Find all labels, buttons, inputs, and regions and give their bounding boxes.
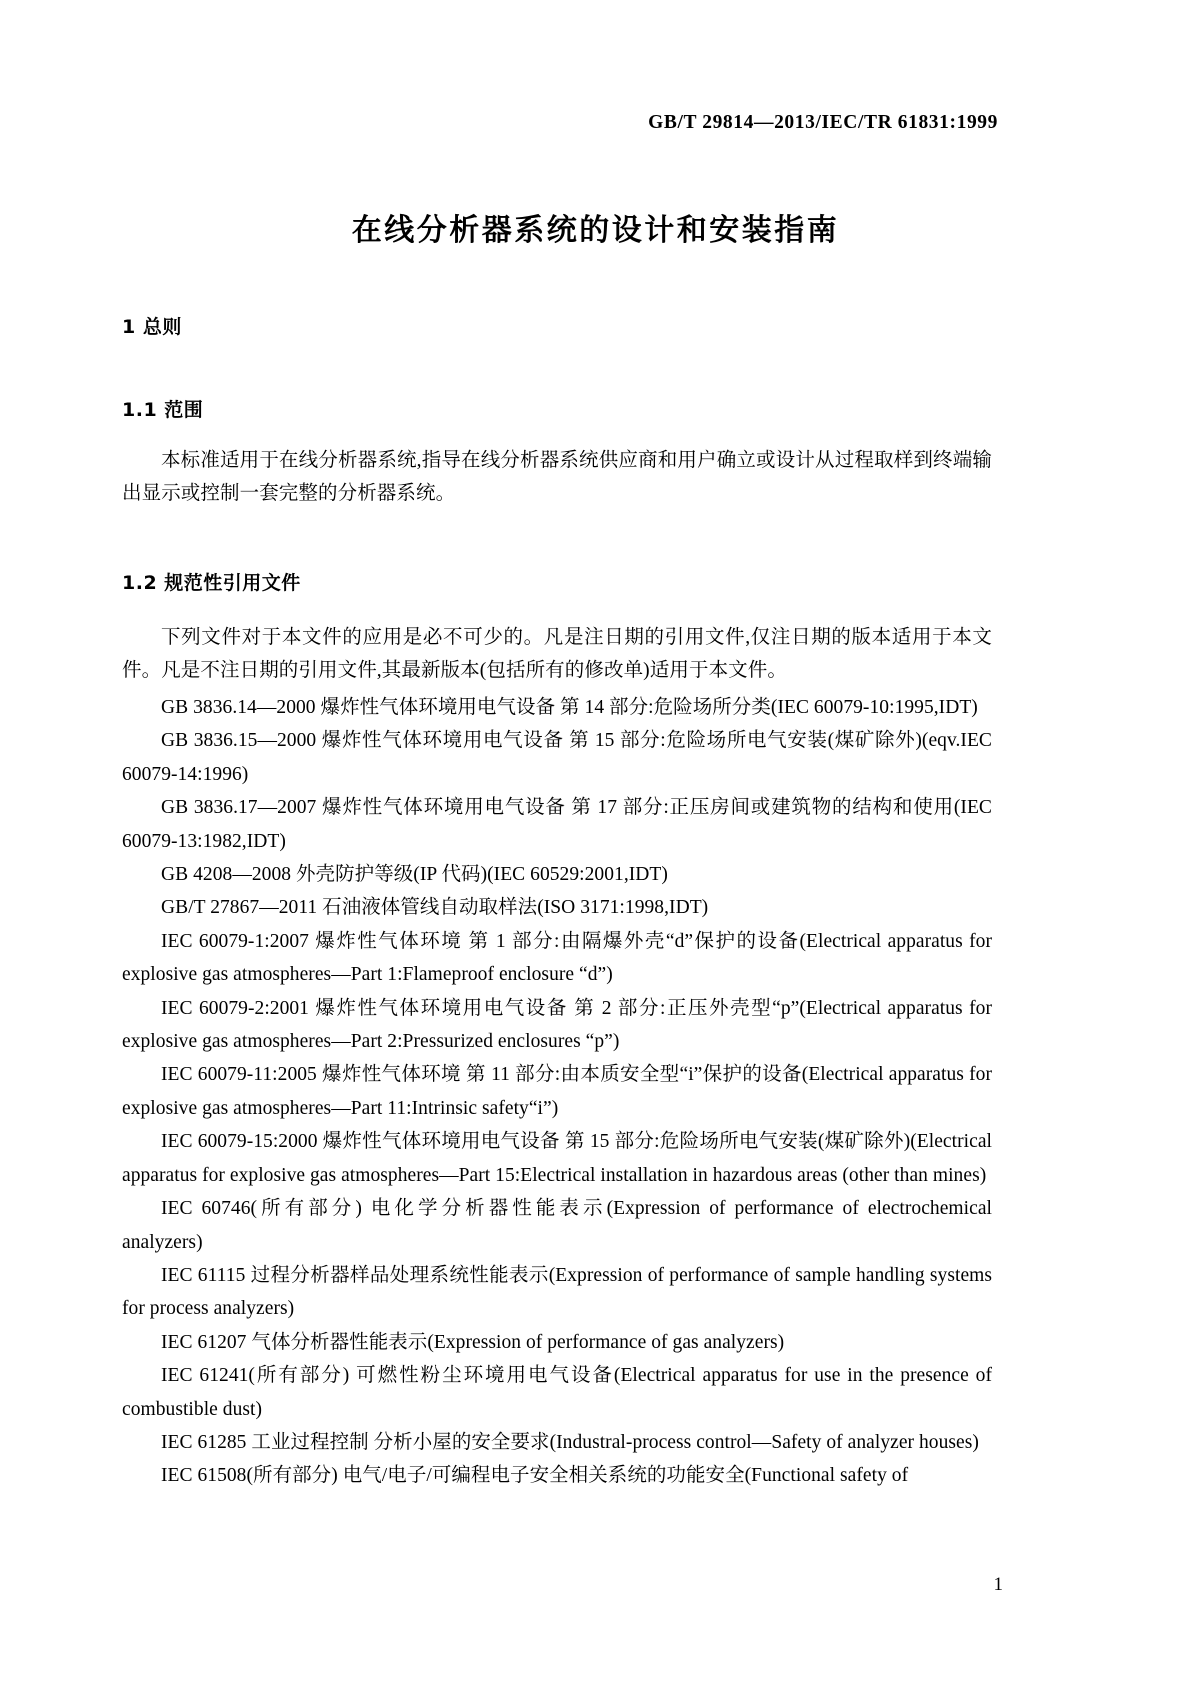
reference-item: GB 4208—2008 外壳防护等级(IP 代码)(IEC 60529:2001,IDT): [161, 864, 668, 886]
reference-item: IEC 61115 过程分析器样品处理系统性能表示(Expression of performance of sample handling systems for process analyzers): [122, 1264, 992, 1320]
reference-item: IEC 61285 工业过程控制 分析小屋的安全要求(Industral-process control—Safety of analyzer houses): [161, 1431, 979, 1453]
page-title: 在线分析器系统的设计和安装指南: [351, 213, 840, 248]
page-number: 1: [993, 1574, 1003, 1595]
reference-item: GB 3836.17—2007 爆炸性气体环境用电气设备 第 17 部分:正压房间或建筑物的结构和使用(IEC 60079-13:1982,IDT): [122, 797, 992, 852]
document-body: [122, 300, 992, 1493]
running-header-standard-code: GB/T 29814—2013/IEC/TR 61831:1999: [648, 112, 998, 133]
reference-item: IEC 60079-11:2005 爆炸性气体环境 第 11 部分:由本质安全型“i”保护的设备(Electrical apparatus for explosive gas atmospheres—Part 11:Intrinsic safety“i”): [122, 1064, 992, 1119]
reference-item: IEC 60079-2:2001 爆炸性气体环境用电气设备 第 2 部分:正压外壳型“p”(Electrical apparatus for explosive gas atmospheres—Part 2:Pressurized enclosures “p”): [122, 997, 992, 1053]
section-heading-1-1: 1.1 范围: [122, 399, 204, 421]
section-heading-1-2: 1.2 规范性引用文件: [122, 572, 301, 594]
reference-item: IEC 60079-1:2007 爆炸性气体环境 第 1 部分:由隔爆外壳“d”保护的设备(Electrical apparatus for explosive gas atmospheres—Part 1:Flameproof enclosure “d”): [122, 930, 992, 986]
scope-paragraph: 本标准适用于在线分析器系统,指导在线分析器系统供应商和用户确立或设计从过程取样到终端输出显示或控制一套完整的分析器系统。: [122, 450, 992, 504]
reference-item: GB 3836.15—2000 爆炸性气体环境用电气设备 第 15 部分:危险场所电气安装(煤矿除外)(eqv.IEC 60079-14:1996): [122, 730, 992, 785]
normative-references-list: [122, 687, 992, 1493]
reference-item: IEC 61241(所有部分) 可燃性粉尘环境用电气设备(Electrical apparatus for use in the presence of combustible dust): [122, 1365, 992, 1420]
reference-item: IEC 60079-15:2000 爆炸性气体环境用电气设备 第 15 部分:危险场所电气安装(煤矿除外)(Electrical apparatus for explosive gas atmospheres—Part 15:Electrical installation in hazardous areas (other than mines): [122, 1131, 992, 1186]
reference-item: IEC 60746(所有部分) 电化学分析器性能表示(Expression of performance of electrochemical analyzers): [122, 1198, 992, 1253]
reference-item: GB 3836.14—2000 爆炸性气体环境用电气设备 第 14 部分:危险场所分类(IEC 60079-10:1995,IDT): [161, 697, 978, 718]
reference-item: GB/T 27867—2011 石油液体管线自动取样法(ISO 3171:1998,IDT): [161, 897, 709, 919]
section-heading-1: 1 总则: [122, 316, 182, 338]
normative-references-intro: 下列文件对于本文件的应用是必不可少的。凡是注日期的引用文件,仅注日期的版本适用于本文件。凡是不注日期的引用文件,其最新版本(包括所有的修改单)适用于本文件。: [122, 627, 992, 681]
reference-item: IEC 61207 气体分析器性能表示(Expression of performance of gas analyzers): [161, 1331, 785, 1353]
reference-item: IEC 61508(所有部分) 电气/电子/可编程电子安全相关系统的功能安全(Functional safety of: [161, 1465, 909, 1487]
